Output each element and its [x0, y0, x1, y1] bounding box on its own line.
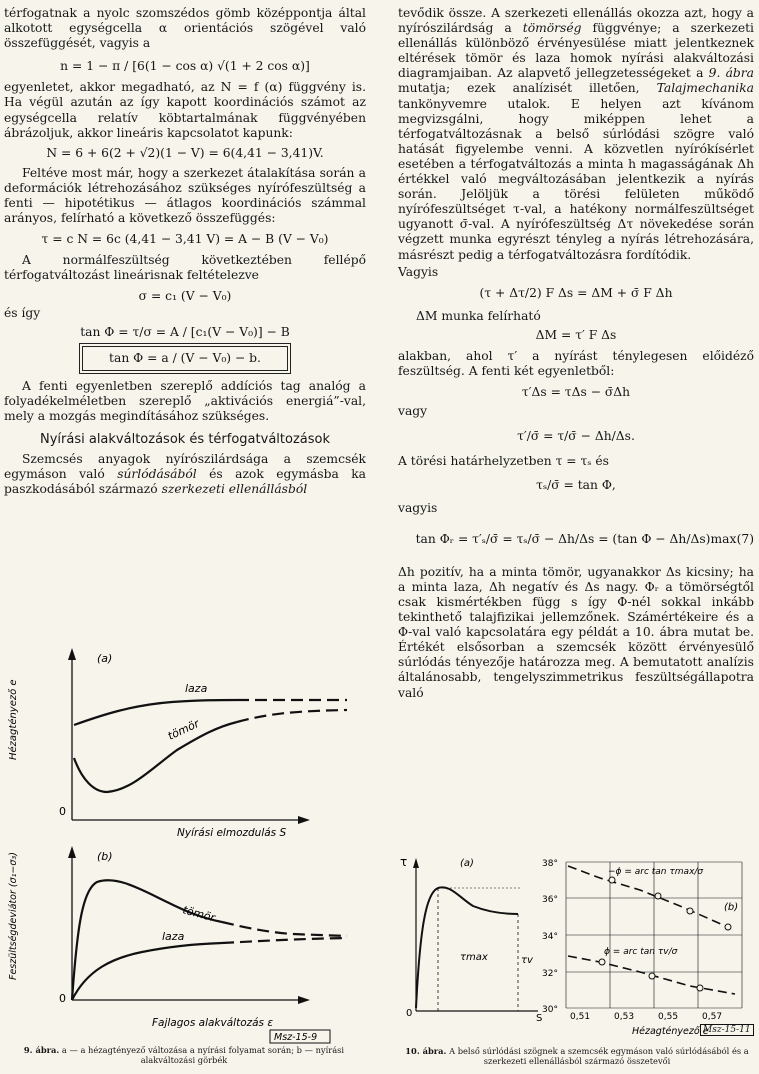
x-tick-label: 0,51 — [570, 1012, 591, 1022]
x-ticks — [570, 1012, 722, 1022]
paragraph: Vagyis — [398, 264, 439, 279]
tau-label: τ — [400, 855, 408, 869]
panel-label: (b) — [97, 850, 113, 863]
curve-label-laza: laza — [185, 682, 208, 695]
caption-text: a — a hézagtényező változása a nyírási folyamat során; b — nyírási alakváltozási görbék — [61, 1045, 345, 1065]
text: függvénye; a szerkezeti ellenállás különböző érvényesülése miatt jelentkeznek eltérések tömör és laza homok nyírási alakváltozási diagramjaiban. Az alapvető jellegzetességeket a — [398, 21, 754, 81]
paragraph: térfogatnak a nyolc szomszédos gömb középpontja által alkotott egységcella α orientációs szögével való összefüggését, vagyis a — [4, 6, 366, 51]
paragraph: A fenti egyenletben szereplő addíciós tag analóg a folyadékelméletben szereplő „aktivációs energiá”-val, mely a mozgás megindításához szükséges. — [4, 378, 366, 424]
emphasis: súrlódásából — [117, 467, 197, 482]
equation: σ = c₁ (V − V₀) — [138, 288, 232, 303]
y-tick-label: 32° — [542, 969, 558, 979]
boxed-equation — [4, 346, 366, 371]
equation: tan Φᵣ = τ′ₛ/σ̄ = τₛ/σ̄ − Δh/Δs = (tan Φ − Δh/Δs)max — [415, 531, 737, 546]
x-axis-label: Fajlagos alakváltozás ε — [152, 1017, 274, 1029]
equation-box: tan Φ = a / (V − V₀) − b. — [82, 346, 288, 371]
equation: τ′Δs = τΔs − σ̄Δh — [521, 385, 631, 400]
equation: tan Φ = τ/σ = A / [c₁(V − V₀)] − B — [80, 324, 290, 339]
panel-label: (a) — [97, 652, 113, 665]
x-axis-arrow — [298, 816, 310, 824]
y-tick-label: 36° — [542, 895, 558, 905]
point — [609, 877, 615, 883]
figure-10-caption — [398, 1046, 756, 1066]
point — [655, 893, 661, 899]
panel-label: (a) — [460, 858, 474, 869]
equation-numbered — [398, 532, 754, 547]
equation: N = 6 + 6(2 + √2)(1 − V) = 6(4,41 − 3,41)V. — [46, 145, 324, 160]
x-axis-label: Hézagtényező e — [632, 1026, 709, 1037]
paragraph: vagyis — [398, 500, 438, 515]
x-tick-label: 0,53 — [614, 1012, 635, 1022]
paragraph: A törési határhelyzetben τ = τₛ és — [398, 454, 609, 469]
equation: τ′/σ̄ = τ/σ̄ − Δh/Δs. — [517, 429, 635, 444]
tmax-label: τmax — [460, 952, 488, 963]
equation: τ = c N = 6c (4,41 − 3,41 V) = A − B (V − V₀) — [41, 232, 329, 247]
paragraph: A normálfeszültség következtében fellépő térfogatváltozást lineárisnak feltételezve — [4, 253, 366, 283]
point — [697, 985, 703, 991]
y-axis-label: Feszültségdeviátor (σ₁−σ₃) — [8, 852, 19, 980]
equation: ΔM = τ′ F Δs — [535, 327, 617, 342]
y-tick-label: 30° — [542, 1005, 558, 1015]
curve-tomor-dashed — [222, 922, 347, 936]
book-title: Talajmechanika — [656, 81, 754, 96]
right-column — [398, 6, 754, 701]
left-column — [4, 6, 366, 498]
x-tick-label: 0,55 — [658, 1012, 679, 1022]
y-axis-arrow — [413, 858, 419, 868]
curve-label-tomor: tömör — [165, 716, 202, 743]
y-tick-label: 34° — [542, 932, 558, 942]
curve-label-tomor: tömör — [181, 903, 217, 925]
origin-label: 0 — [406, 1008, 413, 1019]
text: tevődik össze. A szerkezeti ellenállás okozza azt, hogy a nyírószilárdság a — [398, 6, 754, 36]
paragraph: Δh pozitív, ha a minta tömör, ugyanakkor Δs kicsiny; ha a minta laza, Δh negatív és Δs nagy. Φᵣ a tömörségtől csak kismértékben függ s így Φ-nél sokkal inkább tekinthető talajfizikai jellemzőnek. Számértékeire és a Φ-val való kapcsolatára egy példát a 10. ábra mutat be. Értékét elsősorban a szemcsék között érvényesülő súrlódás tényezője határozza meg. A bemutatott analízis általánosabb, tengelyszimmetrikus feszültségállapotra való — [398, 564, 754, 700]
x-axis-arrow — [298, 996, 310, 1004]
paragraph: ΔM munka felírható — [416, 308, 541, 323]
equation-max: −ϕ = arc tan τmax/σ — [608, 867, 704, 877]
text: Szemcsés anyagok nyírószilárdsága a szemcsék egymáson való — [4, 452, 366, 482]
figure-10-stamp — [700, 1024, 754, 1036]
curve-tomor-dashed — [237, 710, 347, 722]
curve-tomor-solid — [72, 880, 222, 1000]
curve-tomor-solid — [74, 722, 237, 792]
text: tankönyvemre utalok. E helyen azt kívánom megvizsgálni, hogy miképpen lehet a térfogatváltozásnak a belső súrlódási szögre való hatását figyelembe venni. A közvetlen nyírókísérlet esetében a térfogatváltozás a minta h magasságának Δh értékkel való megváltozásában jelentkezik a nyírás során. Jelöljük a törési felületen működő nyírófeszültséget τ-val, a hatékony normálfeszültséget ugyanott σ̄-val. A nyírófeszültség Δτ növekedése során végzett munka egyrészt tényleg a nyírás létrehozására, másrészt pedig a térfogatváltozásra fordítódik. — [398, 96, 754, 262]
stamp: Msz-15-11 — [703, 1025, 751, 1035]
paragraph: egyenletet, akkor megadható, az N = f (α) függvény is. Ha végül azután az így kapott koordinációs számot az egységcella relatív köbtartalmának függvényében ábrázoljuk, akkor lineáris kapcsolatot kapunk: — [4, 80, 366, 140]
curve-laza-solid — [72, 943, 222, 1000]
paragraph: Feltéve most már, hogy a szerkezet átalakítása során a deformációk létrehozásához szükséges nyírófeszültség a fenti — hipotétikus — átlagos koordinációs számmal arányos, felírható a következő összefüggés: — [4, 165, 366, 226]
figure-10a — [398, 848, 548, 1024]
section-heading: Nyírási alakváltozások és térfogatváltozások — [40, 432, 330, 448]
paragraph: alakban, ahol τ′ a nyírást ténylegesen előidéző feszültség. A fenti két egyenletből: — [398, 348, 754, 379]
paragraph — [4, 452, 366, 497]
figure-9a — [2, 640, 362, 845]
equation: τₛ/σ̄ = tan Φ, — [536, 477, 616, 492]
y-axis-arrow — [68, 648, 76, 660]
equation-number: (7) — [736, 531, 754, 546]
point — [725, 924, 731, 930]
x-axis-label: Nyírási elmozdulás S — [177, 827, 287, 839]
paragraph: és így — [4, 305, 41, 320]
curve-laza-dashed — [222, 938, 347, 943]
text: mutatja; ezek analízisét illetően, — [398, 81, 657, 96]
tv-label: τv — [521, 955, 533, 966]
curve-laza-solid — [74, 700, 237, 725]
figure-9-caption — [4, 1045, 364, 1065]
y-ticks — [542, 859, 558, 1015]
emphasis: szerkezeti ellenállásból — [161, 482, 308, 497]
figure-reference: 9. ábra — [708, 66, 754, 81]
caption-number: 10. ábra. — [405, 1046, 447, 1056]
caption-text: A belső súrlódási szögnek a szemcsék egymáson való súrlódásából és a szerkezeti ellenállásból származó összetevői — [449, 1046, 749, 1066]
text: és azok egymásba ka paszkodásából származó — [4, 467, 367, 497]
grid — [566, 862, 742, 1008]
stamp: Msz-15-9 — [274, 1032, 318, 1043]
point — [599, 959, 605, 965]
y-axis-arrow — [68, 846, 76, 858]
caption-number: 9. ábra. — [23, 1045, 60, 1055]
paragraph — [398, 6, 754, 263]
paragraph: vagy — [398, 404, 428, 419]
emphasis: tömörség — [522, 21, 582, 36]
y-tick-label: 38° — [542, 859, 558, 869]
x-tick-label: 0,57 — [702, 1012, 723, 1022]
s-label: S — [536, 1013, 543, 1024]
equation-v: ϕ = arc tan τv/σ — [604, 947, 678, 957]
curve-label-laza: laza — [162, 930, 185, 943]
y-axis-label: Hézagtényező e — [8, 679, 19, 760]
figure-9b — [2, 840, 362, 1045]
origin-label: 0 — [59, 992, 66, 1005]
panel-label: (b) — [724, 902, 739, 913]
origin-label: 0 — [59, 805, 66, 818]
equation: n = 1 − π / [6(1 − cos α) √(1 + 2 cos α)] — [60, 59, 310, 74]
point — [649, 973, 655, 979]
shear-curve — [416, 887, 518, 1008]
equation: (τ + Δτ/2) F Δs = ΔM + σ̄ F Δh — [479, 285, 673, 300]
point — [687, 908, 693, 914]
